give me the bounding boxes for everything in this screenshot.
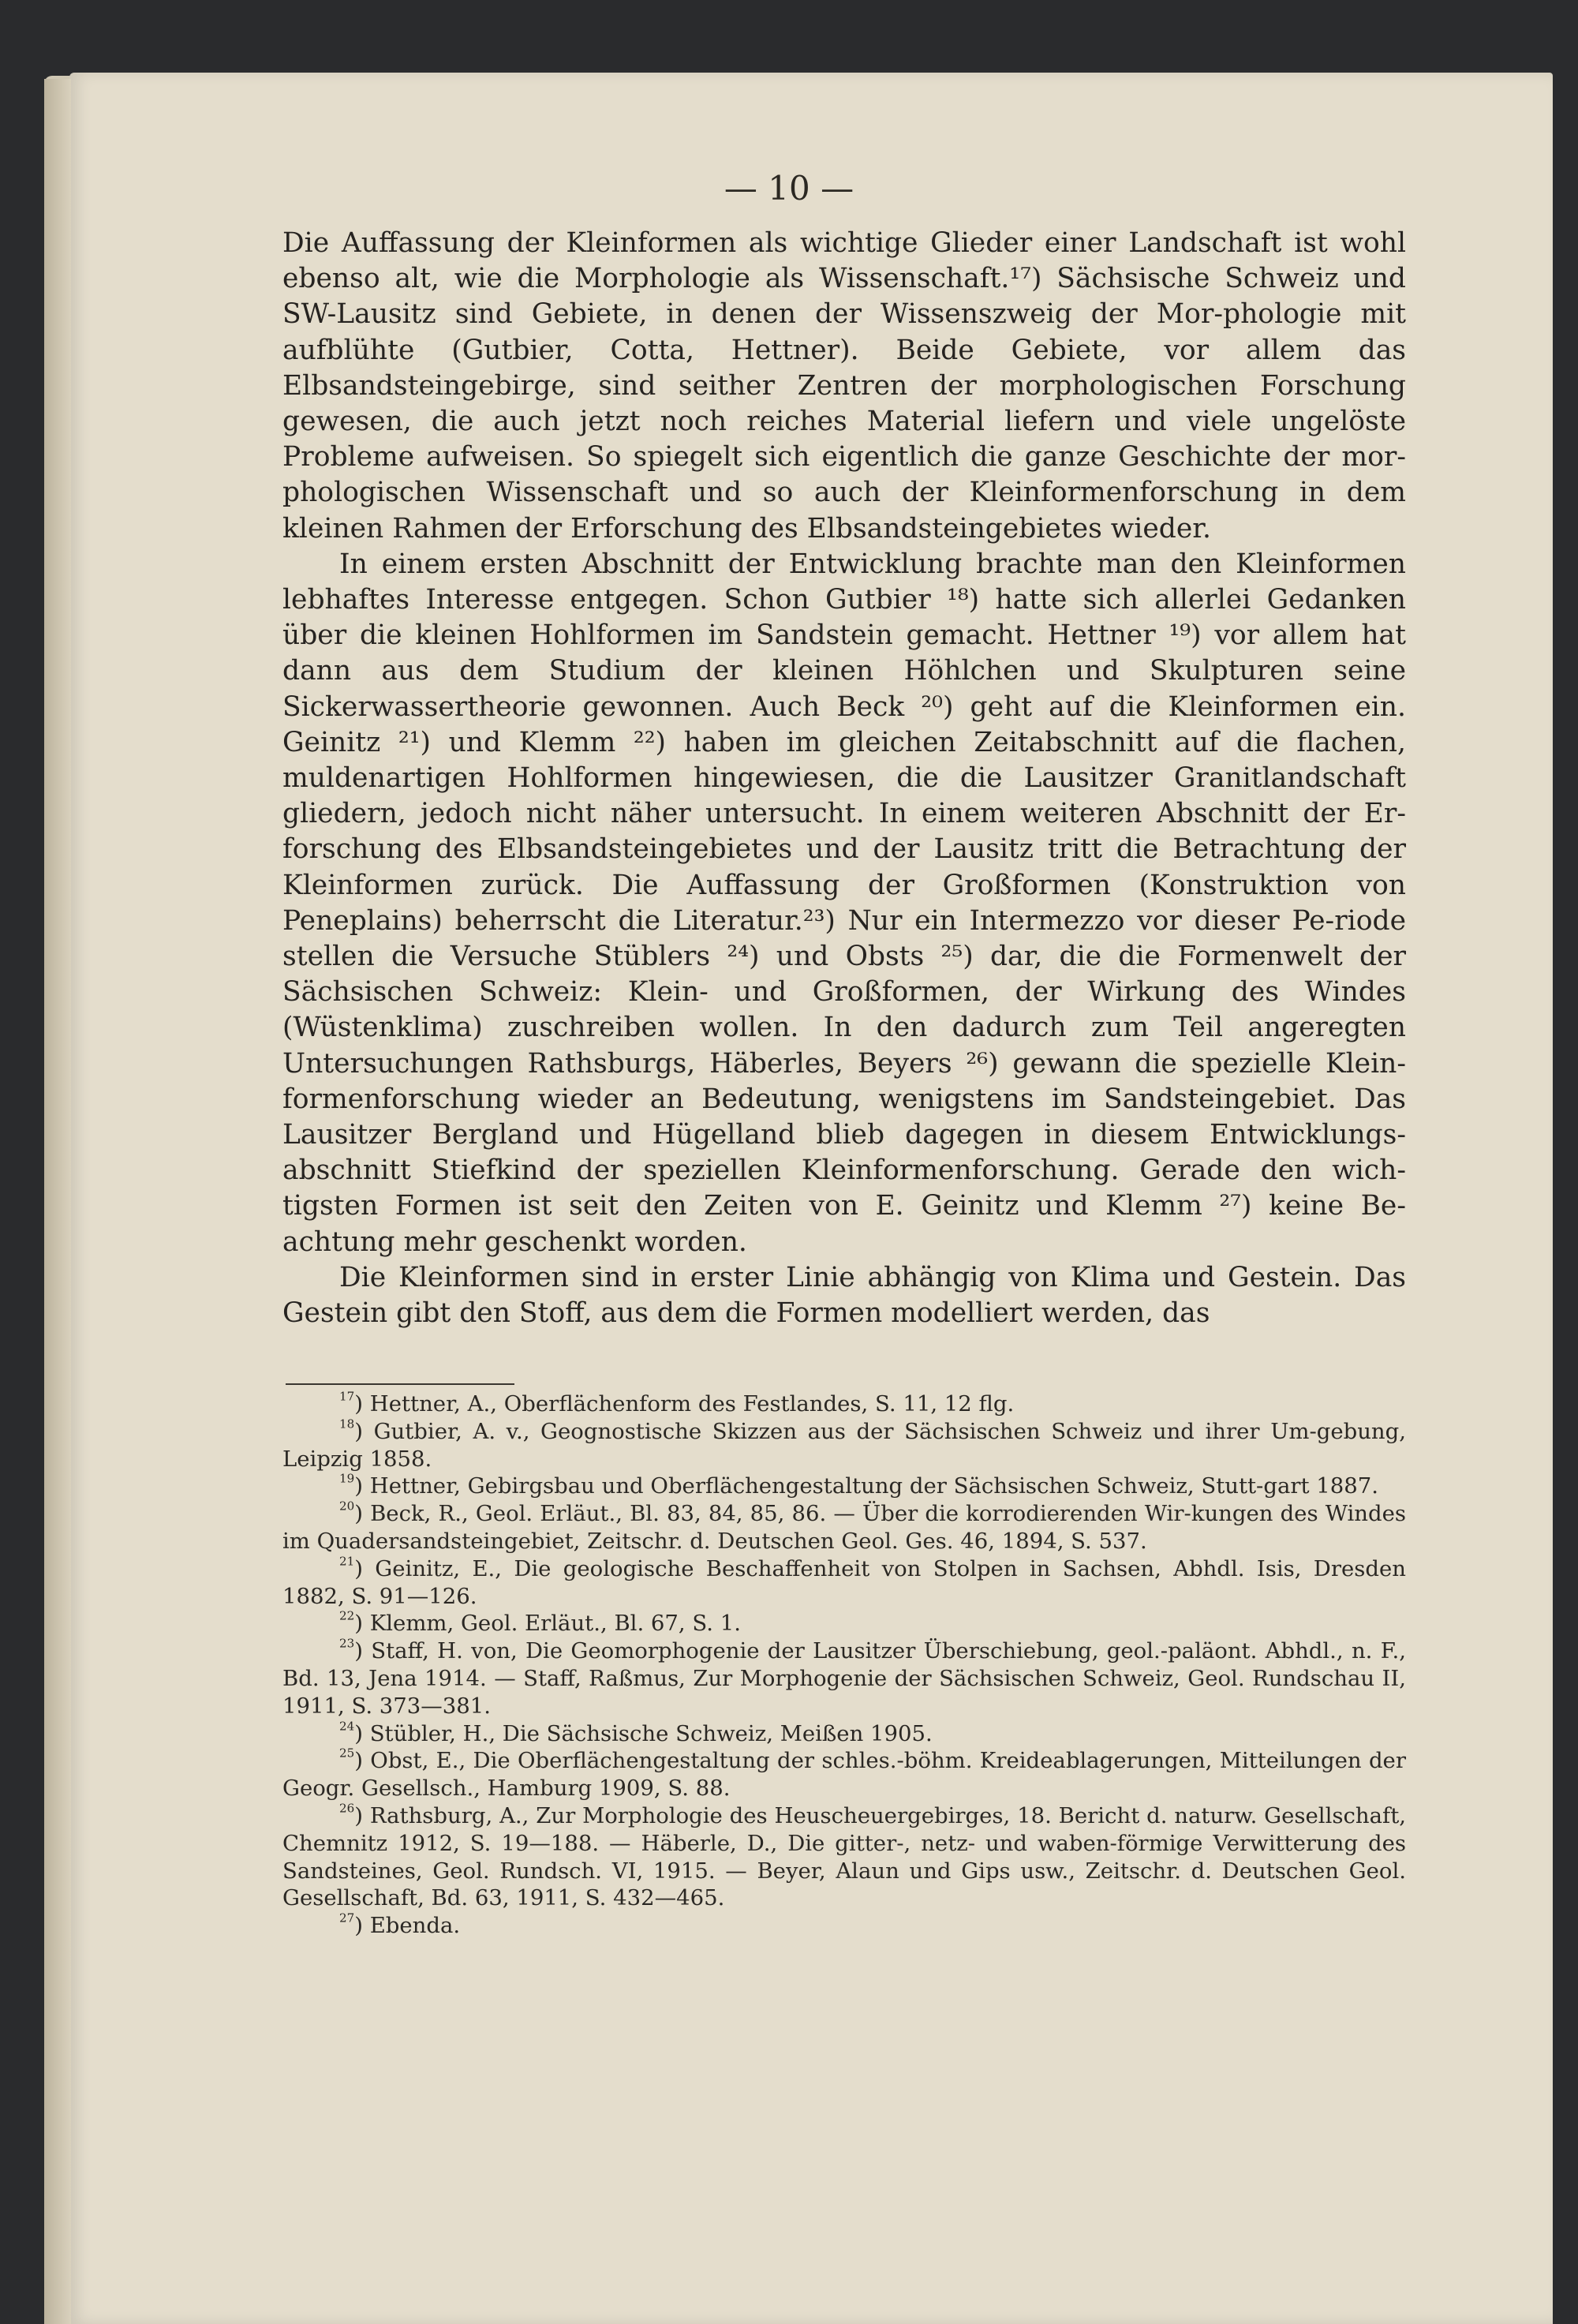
footnote-text: Obst, E., Die Oberflächengestaltung der schles.-böhm. Kreideablagerungen, Mitteilungen der Geogr. Gesellsch., Hamburg 1909, S. 88. — [282, 1748, 1406, 1802]
footnote: $^{21}$) Geinitz, E., Die geologische Beschaffenheit von Stolpen in Sachsen, Abhdl. Isis, Dresden 1882, S. 91—126. — [282, 1554, 1406, 1609]
footnote-mark: 21 — [339, 1554, 355, 1569]
footnote-text: Rathsburg, A., Zur Morphologie des Heuscheuergebirges, 18. Bericht d. naturw. Gesellschaft, Chemnitz 1912, S. 19—188. — Häberle, D., Die gitter-, netz- und waben-förmige Verwitterung des Sandsteines, Geol. Rundsch. VI, 1915. — Beyer, Alaun und Gips usw., Zeitschr. d. Deutschen Geol. Gesellschaft, Bd. 63, 1911, S. 432—465. — [282, 1802, 1406, 1911]
footnote: $^{18}$) Gutbier, A. v., Geognostische Skizzen aus der Sächsischen Schweiz und ihrer Um-gebung, Leipzig 1858. — [282, 1416, 1406, 1472]
footnote-text: Hettner, Gebirgsbau und Oberflächengestaltung der Sächsischen Schweiz, Stutt-gart 1887. — [369, 1473, 1379, 1499]
footnote-mark: 23 — [339, 1636, 355, 1651]
paragraph: In einem ersten Abschnitt der Entwicklung brachte man den Kleinformen lebhaftes Interesse entgegen. Schon Gutbier ¹⁸) hatte sich allerlei Gedanken über die kleinen Hohlformen im Sandstein gemacht. Hettner ¹⁹) vor allem hat dann aus dem Studium der kleinen Höhlchen und Skulpturen seine Sickerwassertheorie gewonnen. Auch Beck ²⁰) geht auf die Kleinformen ein. Geinitz ²¹) und Klemm ²²) haben im gleichen Zeitabschnitt auf die flachen, muldenartigen Hohlformen hingewiesen, die die Lausitzer Granitlandschaft gliedern, jedoch nicht näher untersucht. In einem weiteren Abschnitt der Er-forschung des Elbsandsteingebietes und der Lausitz tritt die Betrachtung der Kleinformen zurück. Die Auffassung der Großformen (Konstruktion von Peneplains) beherrscht die Literatur.²³) Nur ein Intermezzo vor dieser Pe-riode stellen die Versuche Stüblers ²⁴) und Obsts ²⁵) dar, die die Formenwelt der Sächsischen Schweiz: Klein- und Großformen, der Wirkung des Windes (Wüstenklima) zuschreiben wollen. In den dadurch zum Teil angeregten Untersuchungen Rathsburgs, Häberles, Beyers ²⁶) gewann die spezielle Klein-formenforschung wieder an Bedeutung, wenigstens im Sandsteingebiet. Das Lausitzer Bergland und Hügelland blieb dagegen in diesem Entwicklungs-abschnitt Stiefkind der speziellen Kleinformenforschung. Gerade den wich-tigsten Formen ist seit den Zeiten von E. Geinitz und Klemm ²⁷) keine Be-achtung mehr geschenkt worden. — [282, 548, 1406, 1258]
footnotes — [282, 1390, 1406, 1940]
paragraph: Die Auffassung der Kleinformen als wichtige Glieder einer Landschaft ist wohl ebenso alt, wie die Morphologie als Wissenschaft.¹⁷) Sächsische Schweiz und SW-Lausitz sind Gebiete, in denen der Wissenszweig der Mor-phologie mit aufblühte (Gutbier, Cotta, Hettner). Beide Gebiete, vor allem das Elbsandsteingebirge, sind seither Zentren der morphologischen Forschung gewesen, die auch jetzt noch reiches Material liefern und viele ungelöste Probleme aufweisen. So spiegelt sich eigentlich die ganze Geschichte der mor-phologischen Wissenschaft und so auch der Kleinformenforschung in dem kleinen Rahmen der Erforschung des Elbsandsteingebietes wieder. — [282, 227, 1406, 545]
footnote-mark: 19 — [339, 1471, 355, 1486]
page-gutter-shadow — [44, 79, 71, 2324]
footnote-text: Beck, R., Geol. Erläut., Bl. 83, 84, 85, 86. — Über die korrodierenden Wir-kungen des Windes im Quadersandsteingebiet, Zeitschr. d. Deutschen Geol. Ges. 46, 1894, S. 537. — [282, 1501, 1406, 1554]
footnote-mark: 18 — [339, 1416, 355, 1431]
footnote: $^{23}$) Staff, H. von, Die Geomorphogenie der Lausitzer Überschiebung, geol.-paläont. Abhdl., n. F., Bd. 13, Jena 1914. — Staff, Raßmus, Zur Morphogenie der Sächsischen Schweiz, Geol. Rundschau II, 1911, S. 373—381. — [282, 1636, 1406, 1719]
footnote-text: Klemm, Geol. Erläut., Bl. 67, S. 1. — [369, 1611, 741, 1637]
footnote-text: Gutbier, A. v., Geognostische Skizzen aus der Sächsischen Schweiz und ihrer Um-gebung, Leipzig 1858. — [282, 1418, 1406, 1472]
footnote-mark: 27 — [339, 1910, 355, 1925]
body-text — [282, 226, 1406, 1331]
footnote-mark: 25 — [339, 1746, 355, 1761]
footnote-mark: 20 — [339, 1499, 355, 1514]
paragraph: Die Kleinformen sind in erster Linie abhängig von Klima und Gestein. Das Gestein gibt den Stoff, aus dem die Formen modelliert werden, das — [282, 1261, 1406, 1330]
footnote-mark: 24 — [339, 1718, 355, 1733]
page-number: — 10 — — [724, 169, 854, 208]
footnote-text: Staff, H. von, Die Geomorphogenie der Lausitzer Überschiebung, geol.-paläont. Abhdl., n. F., Bd. 13, Jena 1914. — Staff, Raßmus, Zur Morphogenie der Sächsischen Schweiz, Geol. Rundschau II, 1911, S. 373—381. — [282, 1638, 1406, 1719]
footnote: $^{25}$) Obst, E., Die Oberflächengestaltung der schles.-böhm. Kreideablagerungen, Mitteilungen der Geogr. Gesellsch., Hamburg 1909, S. 88. — [282, 1746, 1406, 1802]
footnote-mark: 17 — [339, 1389, 355, 1404]
footnote: $^{20}$) Beck, R., Geol. Erläut., Bl. 83, 84, 85, 86. — Über die korrodierenden Wir-kungen des Windes im Quadersandsteingebiet, Zeitschr. d. Deutschen Geol. Ges. 46, 1894, S. 537. — [282, 1499, 1406, 1554]
footnote: $^{17}$) Hettner, A., Oberflächenform des Festlandes, S. 11, 12 flg. — [339, 1389, 1015, 1416]
footnote-text: Geinitz, E., Die geologische Beschaffenheit von Stolpen in Sachsen, Abhdl. Isis, Dresden 1882, S. 91—126. — [282, 1555, 1406, 1609]
footnote: $^{27}$) Ebenda. — [339, 1910, 461, 1939]
footnote: $^{22}$) Klemm, Geol. Erläut., Bl. 67, S. 1. — [339, 1608, 741, 1637]
footnote-separator — [286, 1383, 514, 1385]
footnote-text: Ebenda. — [369, 1913, 461, 1939]
footnote-mark: 22 — [339, 1608, 355, 1623]
footnote-mark: 26 — [339, 1801, 355, 1816]
footnote: $^{24}$) Stübler, H., Die Sächsische Schweiz, Meißen 1905. — [339, 1718, 933, 1746]
footnote: $^{19}$) Hettner, Gebirgsbau und Oberflächengestaltung der Sächsischen Schweiz, Stutt-gart 1887. — [339, 1471, 1379, 1499]
footnote-text: Hettner, A., Oberflächenform des Festlandes, S. 11, 12 flg. — [369, 1391, 1015, 1416]
footnote: $^{26}$) Rathsburg, A., Zur Morphologie des Heuscheuergebirges, 18. Bericht d. naturw. Gesellschaft, Chemnitz 1912, S. 19—188. — Häberle, D., Die gitter-, netz- und waben-förmige Verwitterung des Sandsteines, Geol. Rundsch. VI, 1915. — Beyer, Alaun und Gips usw., Zeitschr. d. Deutschen Geol. Gesellschaft, Bd. 63, 1911, S. 432—465. — [282, 1801, 1406, 1911]
footnote-text: Stübler, H., Die Sächsische Schweiz, Meißen 1905. — [369, 1720, 933, 1746]
